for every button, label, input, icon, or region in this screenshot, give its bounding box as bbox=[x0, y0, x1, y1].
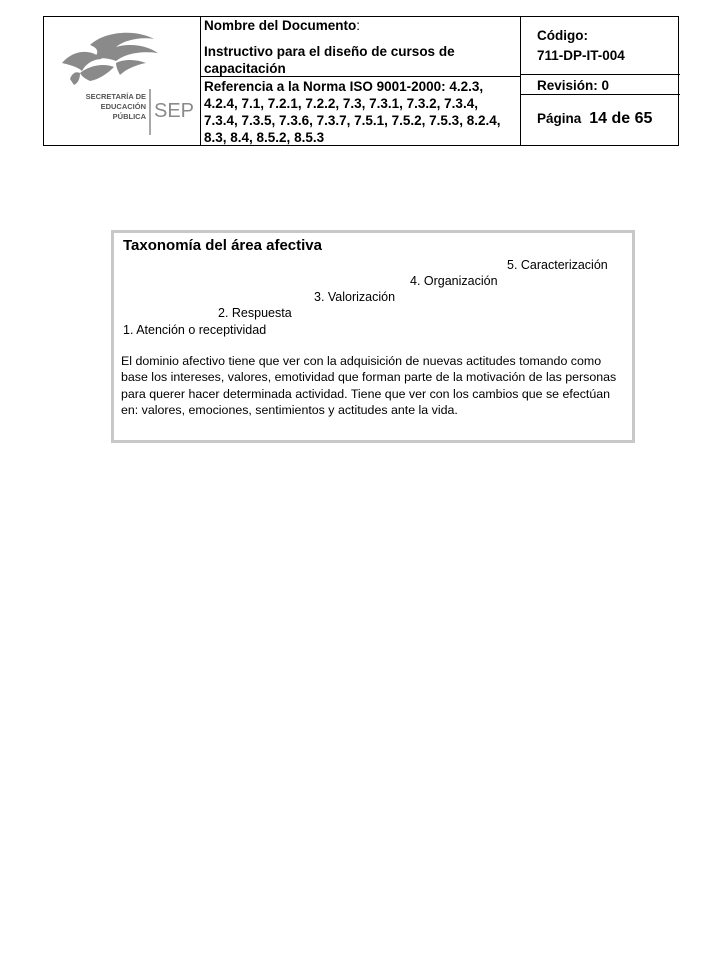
header-divider bbox=[520, 74, 680, 75]
logo-line3: PÚBLICA bbox=[112, 112, 146, 121]
logo-line2: EDUCACIÓN bbox=[100, 102, 146, 111]
taxonomy-level-5: 5. Caracterización bbox=[507, 258, 608, 272]
taxonomy-level-3: 3. Valorización bbox=[314, 290, 396, 304]
taxonomy-description: El dominio afectivo tiene que ver con la adquisición de nuevas actitudes tomando como base los intereses, valores, emotividad que forman parte de la motivación de las personas para querer hacer determinada actividad. Tiene que ver con los cambios que se efectúan en: valores, emociones, sentimientos y actitudes ante la vida. bbox=[121, 354, 617, 417]
page-number: 14 de 65 bbox=[589, 110, 653, 127]
logo-line1: SECRETARÍA DE bbox=[85, 92, 146, 101]
header-divider bbox=[520, 94, 680, 95]
code-value: 711-DP-IT-004 bbox=[537, 48, 625, 63]
header-divider bbox=[520, 17, 521, 145]
document-name: Instructivo para el diseño de cursos de capacitación bbox=[204, 44, 455, 76]
taxonomy-level-1: 1. Atención o receptividad bbox=[123, 323, 267, 337]
taxonomy-level-4: 4. Organización bbox=[410, 274, 498, 288]
revision: Revisión: 0 bbox=[537, 78, 610, 93]
page-label: Página bbox=[537, 111, 582, 126]
header-divider bbox=[200, 17, 201, 145]
document-name-label: Nombre del Documento: bbox=[204, 18, 361, 33]
page-indicator bbox=[537, 110, 652, 127]
norm-reference: Referencia a la Norma ISO 9001-2000: 4.2.3, 4.2.4, 7.1, 7.2.1, 7.2.2, 7.3, 7.3.1, 7.3.2, 7.3.4, 7.3.4, 7.3.5, 7.3.6, 7.3.7, 7.5.1, 7.5.2, 7.5.3, 8.2.4, 8.3, 8.4, 8.5.2, 8.5.3 bbox=[204, 79, 501, 145]
sep-logo bbox=[50, 23, 198, 141]
taxonomy-box bbox=[111, 230, 635, 443]
document-header-table bbox=[43, 16, 679, 146]
taxonomy-title: Taxonomía del área afectiva bbox=[123, 237, 322, 254]
taxonomy-level-2: 2. Respuesta bbox=[218, 306, 292, 320]
logo-mark: SEP bbox=[154, 100, 195, 122]
code-label: Código: bbox=[537, 28, 588, 43]
